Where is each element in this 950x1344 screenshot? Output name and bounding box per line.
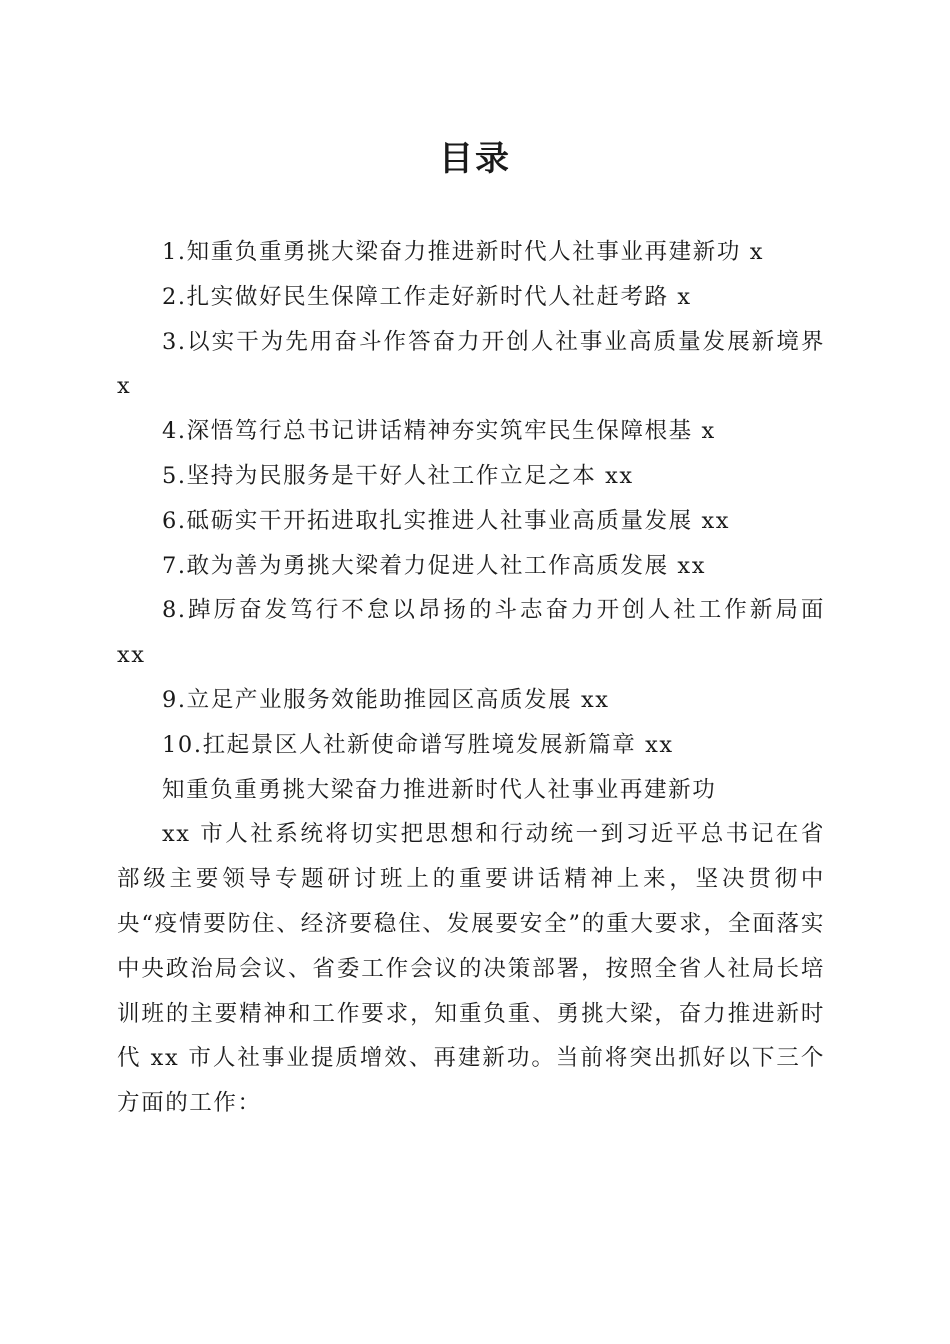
document-content <box>117 230 825 1126</box>
toc-item-9: 9.立足产业服务效能助推园区高质发展 xx <box>162 686 610 713</box>
page-title: 目录 <box>439 139 511 179</box>
toc-item-2: 2.扎实做好民生保障工作走好新时代人社赶考路 x <box>162 283 692 310</box>
toc-item-1: 1.知重负重勇挑大梁奋力推进新时代人社事业再建新功 x <box>162 239 765 265</box>
article-heading: 知重负重勇挑大梁奋力推进新时代人社事业再建新功 <box>162 776 717 803</box>
toc-item-3: 3.以实干为先用奋斗作答奋力开创人社事业高质量发展新境界 x <box>117 328 825 400</box>
article-body-paragraph: xx 市人社系统将切实把思想和行动统一到习近平总书记在省部级主要领导专题研讨班上的重要讲话精神上来，坚决贯彻中央“疫情要防住、经济要稳住、发展要安全”的重大要求，全面落实中央政治局会议、省委工作会议的决策部署，按照全省人社局长培训班的主要精神和工作要求，知重负重、勇挑大梁，奋力推进新时代 xx 市人社事业提质增效、再建新功。当前将突出抓好以下三个方面的工作： <box>117 821 825 1117</box>
toc-item-6: 6.砥砺实干开拓进取扎实推进人社事业高质量发展 xx <box>162 507 731 534</box>
toc-item-5: 5.坚持为民服务是干好人社工作立足之本 xx <box>162 462 634 489</box>
toc-item-7: 7.敢为善为勇挑大梁着力促进人社工作高质发展 xx <box>162 552 706 579</box>
toc-item-10: 10.扛起景区人社新使命谱写胜境发展新篇章 xx <box>162 731 674 758</box>
toc-item-8: 8.踔厉奋发笃行不怠以昂扬的斗志奋力开创人社工作新局面 xx <box>117 597 825 669</box>
toc-item-4: 4.深悟笃行总书记讲话精神夯实筑牢民生保障根基 x <box>162 418 716 445</box>
